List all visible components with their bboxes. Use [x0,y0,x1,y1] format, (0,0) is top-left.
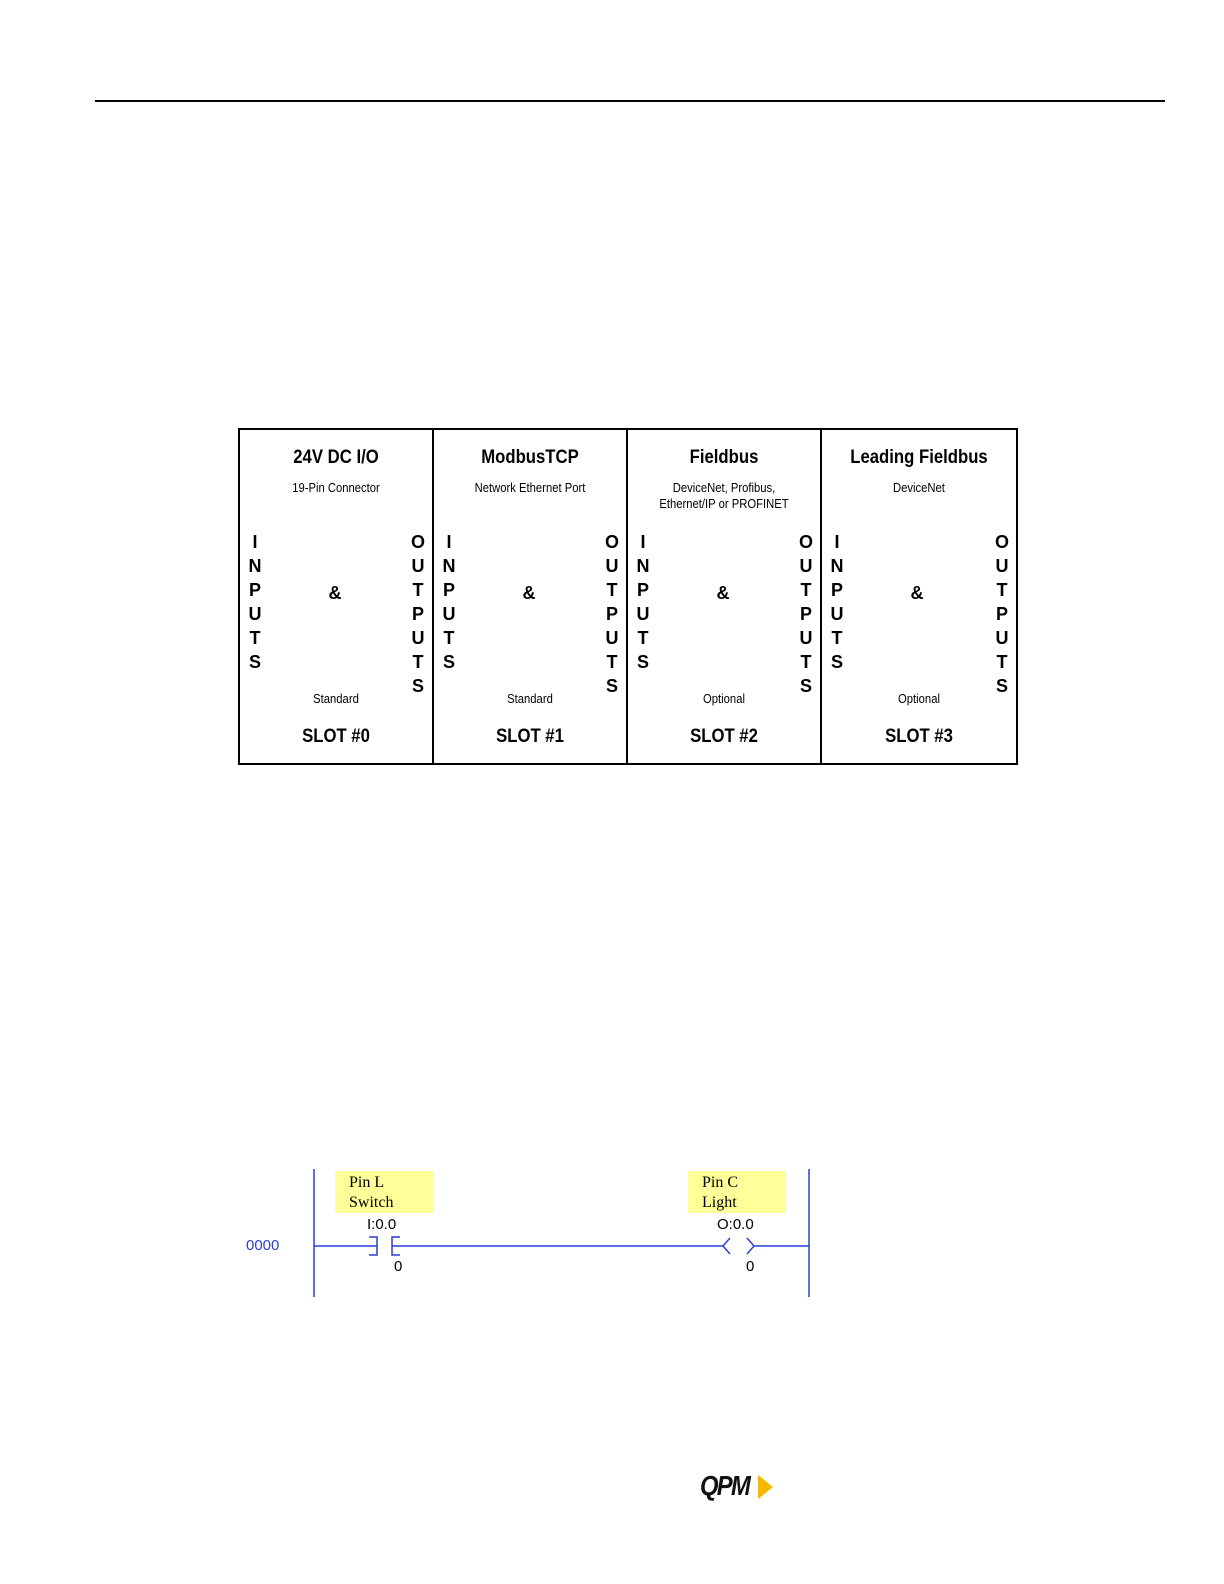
vertical-letter: S [442,652,455,672]
vertical-letter: T [412,580,424,600]
vertical-letter: T [606,580,618,600]
vertical-letter: S [636,652,649,672]
coil-tag [688,1171,786,1213]
slot-subtitle: 19-Pin Connector [292,481,380,495]
vertical-letter: T [800,652,812,672]
vertical-letter: U [799,556,813,576]
slot-label: SLOT #2 [690,726,758,747]
inputs-label [635,530,651,674]
contact-bit: 0 [394,1258,403,1275]
coil-bit: 0 [746,1258,755,1275]
slot-3 [822,430,1016,763]
slot-label: SLOT #1 [496,726,564,747]
vertical-letter: T [637,628,649,648]
vertical-letter: P [830,580,843,600]
contact-tag [335,1171,433,1213]
inputs-label [247,530,263,674]
vertical-letter: T [996,652,1008,672]
vertical-letter: T [800,580,812,600]
vertical-letter: U [799,628,813,648]
slot-title: ModbusTCP [481,447,579,468]
vertical-letter: T [831,628,843,648]
outputs-label [798,530,814,698]
coil-address: O:0.0 [717,1216,754,1233]
inputs-label [441,530,457,674]
outputs-label [994,530,1010,698]
vertical-letter: P [995,604,1008,624]
vertical-letter: U [442,604,456,624]
inputs-label [829,530,845,674]
vertical-letter: S [799,676,812,696]
vertical-letter: N [442,556,456,576]
vertical-letter: N [830,556,844,576]
coil-tag-line1: Pin C [702,1174,739,1191]
ampersand: & [910,583,924,603]
slot-subtitle: DeviceNet [893,481,945,495]
vertical-letter: S [411,676,424,696]
vertical-letter: S [830,652,843,672]
header-rule [95,100,1165,102]
coil-right-arc [747,1238,754,1254]
logo-text: QPM [700,1470,750,1501]
vertical-letter: T [606,652,618,672]
logo-arrow-icon [758,1475,773,1499]
slot-title: Leading Fieldbus [850,447,988,468]
vertical-letter: U [995,628,1009,648]
ampersand: & [522,583,536,603]
vertical-letter: S [995,676,1008,696]
slot-title: Fieldbus [689,447,759,468]
vertical-letter: P [442,580,455,600]
vertical-letter: O [994,532,1009,552]
vertical-letter: N [636,556,650,576]
vertical-letter: U [411,628,425,648]
vertical-letter: U [830,604,844,624]
vertical-letter: U [248,604,262,624]
slot-tier: Standard [313,692,359,706]
vertical-letter: T [443,628,455,648]
slot-title: 24V DC I/O [293,447,379,468]
vertical-letter: I [834,532,840,552]
vertical-letter: S [248,652,261,672]
vertical-letter: I [640,532,646,552]
vertical-letter: U [605,556,619,576]
qpm-logo [700,1470,780,1506]
vertical-letter: P [248,580,261,600]
vertical-letter: O [604,532,619,552]
slot-0 [240,430,434,763]
outputs-label [410,530,426,698]
contact-address: I:0.0 [367,1216,397,1233]
ladder-rung [240,1165,820,1305]
vertical-letter: P [636,580,649,600]
coil-left-arc [723,1238,730,1254]
coil-tag-line2: Light [702,1194,737,1211]
slot-label: SLOT #3 [885,726,953,747]
vertical-letter: O [410,532,425,552]
vertical-letter: P [799,604,812,624]
vertical-letter: U [995,556,1009,576]
vertical-letter: P [605,604,618,624]
vertical-letter: N [248,556,262,576]
slot-diagram [238,428,1018,765]
slot-tier: Optional [703,692,745,706]
slot-subtitle: DeviceNet, Profibus, Ethernet/IP or PROFINET [659,481,789,511]
vertical-letter: U [636,604,650,624]
vertical-letter: I [252,532,258,552]
vertical-letter: P [411,604,424,624]
slot-label: SLOT #0 [302,726,370,747]
vertical-letter: T [996,580,1008,600]
vertical-letter: T [249,628,261,648]
vertical-letter: U [411,556,425,576]
contact-tag-line2: Switch [349,1194,394,1211]
outputs-label [604,530,620,698]
slot-tier: Optional [898,692,940,706]
vertical-letter: T [412,652,424,672]
contact-tag-line1: Pin L [349,1174,385,1191]
slot-subtitle: Network Ethernet Port [474,481,586,495]
vertical-letter: O [798,532,813,552]
vertical-letter: I [446,532,452,552]
ampersand: & [716,583,730,603]
rung-number: 0000 [246,1237,280,1254]
slot-1 [434,430,628,763]
ampersand: & [328,583,342,603]
vertical-letter: U [605,628,619,648]
vertical-letter: S [605,676,618,696]
slot-2 [628,430,822,763]
slot-tier: Standard [507,692,553,706]
